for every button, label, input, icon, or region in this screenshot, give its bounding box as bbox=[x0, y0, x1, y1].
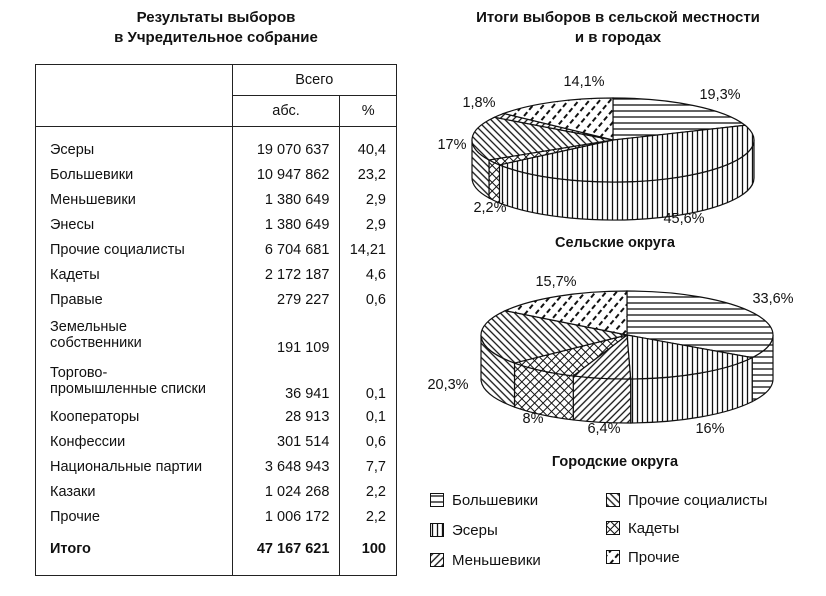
party-name: Кооператоры bbox=[50, 408, 140, 425]
party-percent: 2,9 bbox=[340, 212, 397, 237]
rural-pie-chart bbox=[437, 74, 754, 227]
party-votes: 1 006 172 bbox=[232, 504, 340, 529]
pie-wall bbox=[573, 376, 630, 423]
party-votes: 191 109 bbox=[232, 312, 340, 358]
party-name-line1: Земельные bbox=[50, 319, 127, 335]
party-votes: 1 380 649 bbox=[232, 212, 340, 237]
party-name-line2: собственники bbox=[50, 335, 142, 351]
party-name: Казаки bbox=[50, 483, 96, 500]
party-votes: 10 947 862 bbox=[232, 162, 340, 187]
legend-label: Эсеры bbox=[452, 522, 498, 539]
urban-pie-chart bbox=[427, 274, 793, 437]
party-percent: 2,9 bbox=[340, 187, 397, 212]
total-percent: 100 bbox=[340, 529, 397, 576]
pie-slice-label: 15,7% bbox=[535, 274, 577, 290]
legend-swatch-icon bbox=[430, 553, 444, 567]
party-name-line2: промышленные списки bbox=[50, 381, 206, 397]
party-percent: 0,6 bbox=[340, 429, 397, 454]
table-title-line2: в Учредительное собрание bbox=[114, 29, 318, 46]
charts-title-line1: Итоги выборов в сельской местности bbox=[476, 9, 760, 26]
pie-slice-label: 16% bbox=[695, 421, 725, 437]
legend-item-other-socialists bbox=[606, 491, 767, 511]
party-percent: 2,2 bbox=[340, 479, 397, 504]
header-total: Всего bbox=[232, 65, 396, 96]
pie-slice-label: 8% bbox=[522, 411, 544, 427]
header-abs: абс. bbox=[232, 96, 340, 127]
legend-label: Прочие социалисты bbox=[628, 492, 768, 509]
legend-swatch-icon bbox=[430, 493, 444, 507]
party-votes: 19 070 637 bbox=[232, 127, 340, 163]
legend-swatch-icon bbox=[606, 550, 620, 564]
legend-item-esers bbox=[430, 521, 498, 541]
party-votes: 1 380 649 bbox=[232, 187, 340, 212]
party-name: Прочие социалисты bbox=[50, 241, 185, 258]
pie-slice-label: 6,4% bbox=[587, 421, 621, 437]
party-name: Правые bbox=[50, 291, 103, 308]
header-pct: % bbox=[340, 96, 397, 127]
party-name: Эсеры bbox=[50, 141, 95, 158]
table-title-line1: Результаты выборов bbox=[136, 9, 296, 26]
party-percent: 7,7 bbox=[340, 454, 397, 479]
legend-item-kadets bbox=[606, 519, 679, 539]
party-percent: 0,6 bbox=[340, 287, 397, 312]
pie-slice-label: 33,6% bbox=[752, 291, 794, 307]
pie-slice-label: 1,8% bbox=[462, 95, 496, 111]
legend-label: Меньшевики bbox=[452, 552, 541, 569]
party-percent: 0,1 bbox=[340, 358, 397, 404]
party-votes: 28 913 bbox=[232, 404, 340, 429]
legend-item-others bbox=[606, 548, 680, 568]
legend-swatch-icon bbox=[606, 521, 620, 535]
legend-swatch-icon bbox=[606, 493, 620, 507]
party-votes: 36 941 bbox=[232, 358, 340, 404]
rural-chart-subtitle: Сельские округа bbox=[555, 235, 675, 251]
party-name: Национальные партии bbox=[50, 458, 203, 475]
legend-label: Большевики bbox=[452, 492, 539, 509]
party-name: Большевики bbox=[50, 166, 134, 183]
party-votes: 279 227 bbox=[232, 287, 340, 312]
pie-slice-label: 20,3% bbox=[427, 377, 469, 393]
pie-slice-label: 14,1% bbox=[563, 74, 605, 90]
party-votes: 6 704 681 bbox=[232, 237, 340, 262]
party-percent: 0,1 bbox=[340, 404, 397, 429]
charts-title-line2: и в городах bbox=[574, 29, 662, 46]
legend-label: Прочие bbox=[628, 549, 680, 566]
party-name: Конфессии bbox=[50, 433, 126, 450]
legend-item-mensheviks bbox=[430, 551, 541, 571]
party-percent: 14,21 bbox=[340, 237, 397, 262]
party-percent: 2,2 bbox=[340, 504, 397, 529]
party-name: Кадеты bbox=[50, 266, 100, 283]
pie-slice-label: 45,6% bbox=[663, 211, 705, 227]
urban-chart-subtitle: Городские округа bbox=[551, 454, 679, 470]
party-votes: 1 024 268 bbox=[232, 479, 340, 504]
party-name: Прочие bbox=[50, 508, 100, 525]
party-percent: 40,4 bbox=[340, 127, 397, 163]
pie-wall bbox=[489, 160, 499, 203]
party-name: Меньшевики bbox=[50, 191, 136, 208]
party-votes: 3 648 943 bbox=[232, 454, 340, 479]
legend-label: Кадеты bbox=[628, 520, 680, 537]
total-votes: 47 167 621 bbox=[232, 529, 340, 576]
legend-item-bolsheviks bbox=[430, 491, 538, 511]
party-votes: 301 514 bbox=[232, 429, 340, 454]
pie-slice-label: 17% bbox=[437, 137, 467, 153]
party-percent: 4,6 bbox=[340, 262, 397, 287]
party-percent: 23,2 bbox=[340, 162, 397, 187]
total-label: Итого bbox=[50, 541, 91, 557]
party-votes: 2 172 187 bbox=[232, 262, 340, 287]
party-name-line1: Торгово- bbox=[50, 365, 108, 381]
legend-swatch-icon bbox=[430, 523, 444, 537]
party-name: Энесы bbox=[50, 216, 95, 233]
pie-slice-label: 19,3% bbox=[699, 87, 741, 103]
pie-slice-label: 2,2% bbox=[473, 200, 507, 216]
